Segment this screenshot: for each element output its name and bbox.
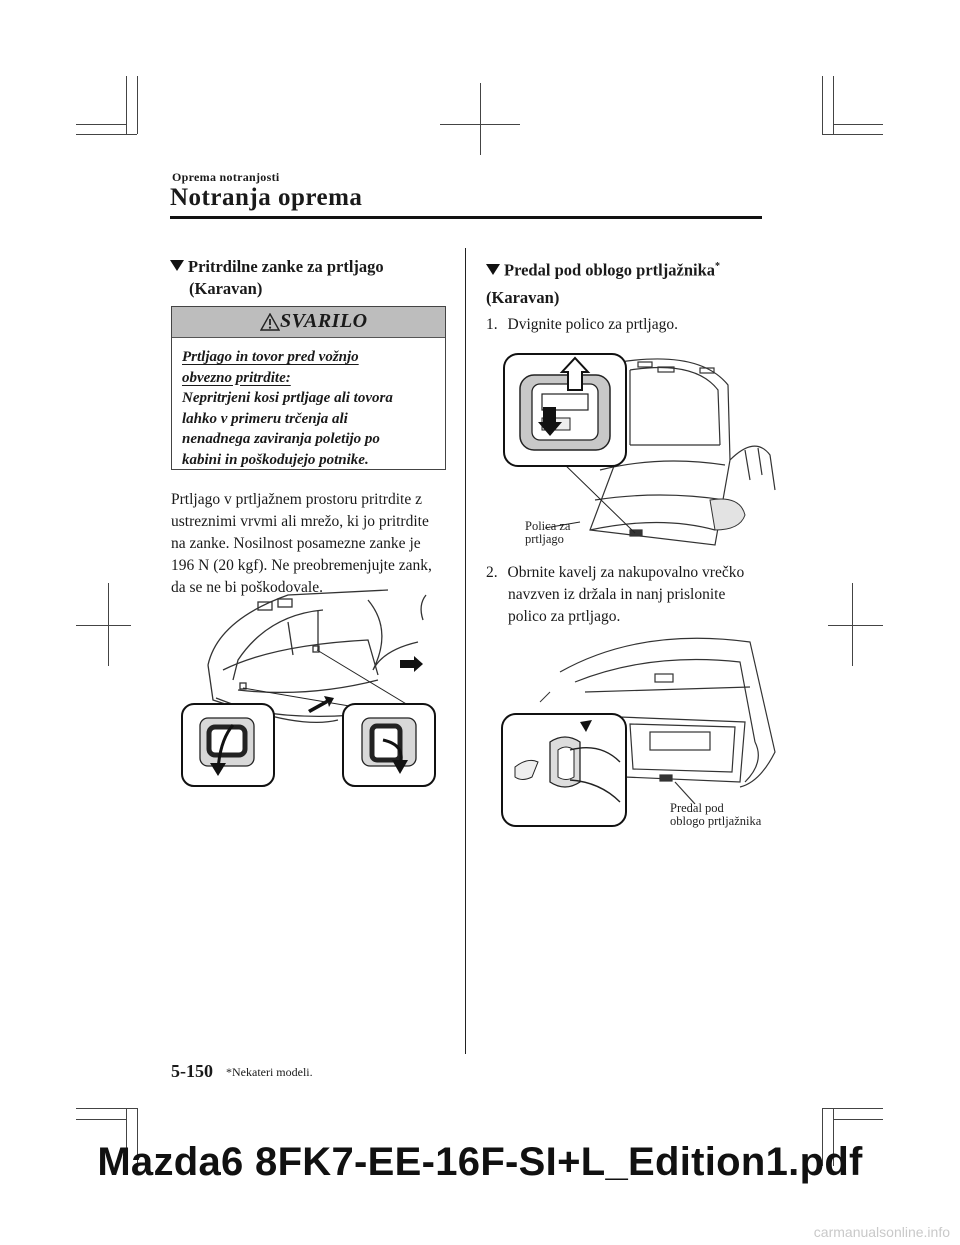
caption-line: Predal pod [670,801,724,815]
step-number: 1. [486,316,498,333]
title-rule [170,216,762,219]
warning-line: kabini in poškodujejo potnike. [182,451,369,468]
watermark: carmanualsonline.info [813,1224,950,1240]
right-heading-text: Predal pod oblogo prtljažnika [504,260,716,280]
luggage-board-label [525,520,570,546]
warning-body [182,347,432,470]
footnote: *Nekateri modeli. [226,1065,313,1079]
left-heading-line1: Pritrdilne zanke za prtljago [188,257,384,276]
filename-banner: Mazda6 8FK7-EE-16F-SI+L_Edition1.pdf [97,1140,863,1184]
step-2 [486,562,744,628]
caption-line: oblogo prtljažnika [670,814,762,828]
warning-line: nenadnega zaviranja poletijo po [182,431,380,447]
step-text: polico za prtljago. [508,608,621,625]
right-subheading: (Karavan) [486,288,560,307]
caption-line: Polica za [525,519,571,533]
warning-box [171,306,446,470]
step-text: Obrnite kavelj za nakupovalno vrečko [507,564,745,581]
warning-line: obvezno pritrdite: [182,369,291,386]
step-text: Dvignite polico za prtljago. [507,316,678,333]
left-heading-line2: (Karavan) [189,279,263,298]
cargo-hooks-illustration [178,580,438,790]
right-heading [486,256,720,282]
caption-line: prtljago [525,532,564,546]
warning-header [172,307,445,338]
step-number: 2. [486,564,498,581]
page-number: 5-150 [171,1061,213,1081]
triangle-bullet-icon [486,264,500,275]
warning-line: lahko v primeru trčenja ali [182,410,348,427]
paragraph-line: na zanke. Nosilnost posamezne zanke je [171,535,421,552]
footnote-asterisk: * [715,261,721,272]
paragraph-line: da se ne bi poškodovale. [171,579,323,596]
warning-triangle-icon [260,313,280,331]
step-text: navzven iz držala in nanj prislonite [508,586,726,603]
warning-title: SVARILO [280,310,368,332]
step-1 [486,314,678,336]
warning-line: Prtljago in tovor pred vožnjo [182,349,359,365]
section-label: Oprema notranjosti [172,170,280,184]
page-title: Notranja oprema [170,184,363,211]
left-heading [170,256,384,300]
triangle-bullet-icon [170,260,184,271]
underfloor-box-label [670,802,761,828]
column-divider [465,248,466,1054]
warning-line: Nepritrjeni kosi prtljage ali tovora [182,390,393,406]
paragraph-line: Prtljago v prtljažnem prostoru pritrdite z [171,491,422,508]
paragraph-line: 196 N (20 kgf). Ne preobremenjujte zank, [171,557,432,574]
paragraph-line: ustreznimi vrvmi ali mrežo, ki jo pritrdite [171,513,429,530]
